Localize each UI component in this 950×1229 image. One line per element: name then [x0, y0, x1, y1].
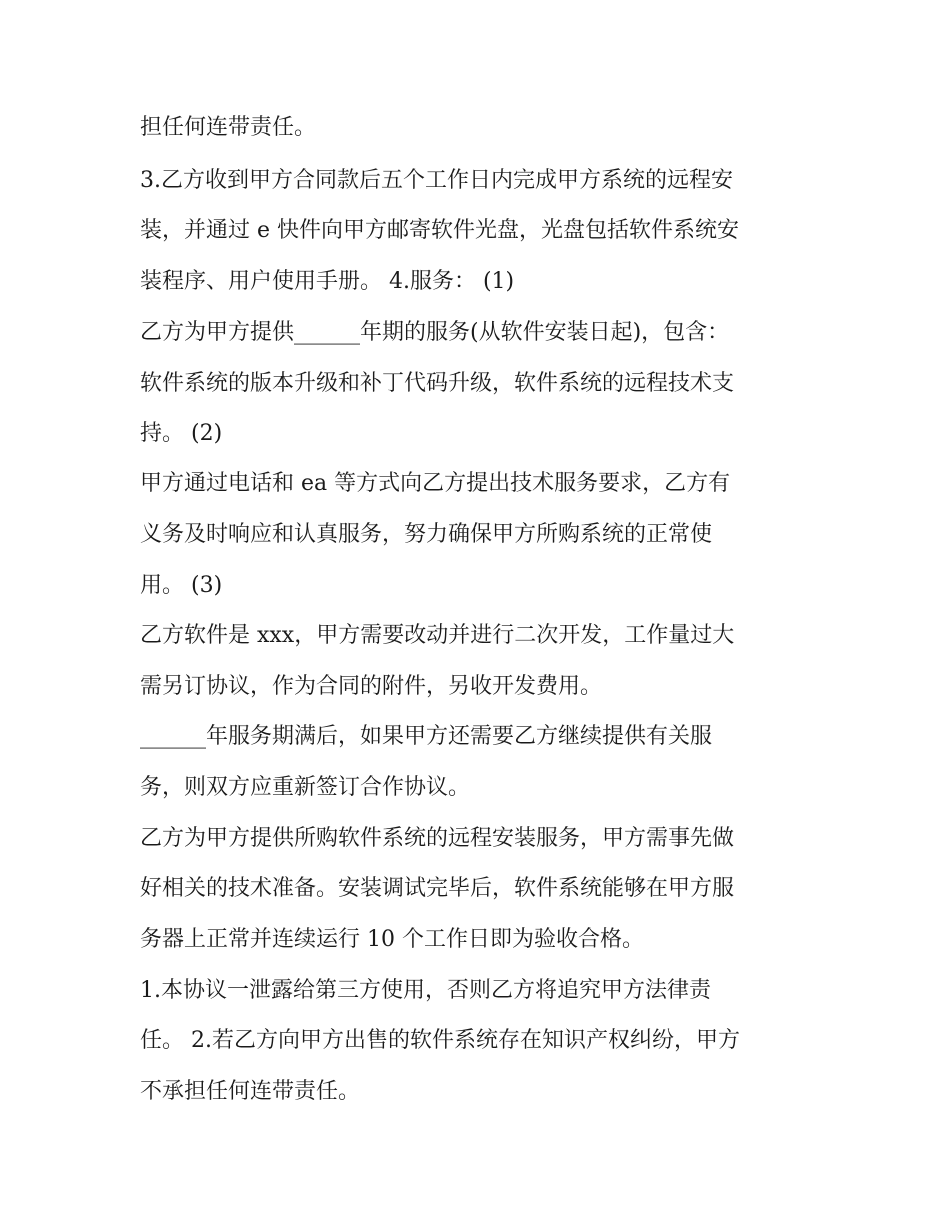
- text-line: 务器上正常并连续运行 10 个工作日即为验收合格。: [140, 927, 644, 952]
- text-line: 任。 2.若乙方向甲方出售的软件系统存在知识产权纠纷，甲方: [140, 1028, 740, 1053]
- text-line: 务，则双方应重新签订合作协议。: [140, 775, 471, 800]
- text-line: 用。 (3): [140, 573, 223, 598]
- text-line: 需另订协议，作为合同的附件，另收开发费用。: [140, 674, 603, 699]
- text-line: 软件系统的版本升级和补丁代码升级，软件系统的远程技术支: [140, 371, 735, 396]
- text-line: 担任何连带责任。: [140, 115, 317, 140]
- text-line: 义务及时响应和认真服务，努力确保甲方所购系统的正常使: [140, 522, 713, 547]
- text-line: 乙方为甲方提供所购软件系统的远程安装服务，甲方需事先做: [140, 826, 735, 851]
- text-line: 乙方为甲方提供______年期的服务(从软件安装日起)，包含：: [140, 320, 730, 345]
- text-line: 甲方通过电话和 ea 等方式向乙方提出技术服务要求，乙方有: [140, 471, 731, 496]
- text-line: 装程序、用户使用手册。 4.服务： (1): [140, 269, 515, 294]
- text-line: 不承担任何连带责任。: [140, 1079, 361, 1104]
- text-line: 持。 (2): [140, 421, 223, 446]
- text-line: 乙方软件是 xxx，甲方需要改动并进行二次开发，工作量过大: [140, 623, 735, 648]
- text-line: 好相关的技术准备。安装调试完毕后，软件系统能够在甲方服: [140, 876, 735, 901]
- text-line: 1.本协议一泄露给第三方使用，否则乙方将追究甲方法律责: [140, 978, 711, 1003]
- text-line: 3.乙方收到甲方合同款后五个工作日内完成甲方系统的远程安: [140, 168, 733, 193]
- text-line: 装，并通过 e 快件向甲方邮寄软件光盘，光盘包括软件系统安: [140, 218, 740, 243]
- text-line: ______年服务期满后，如果甲方还需要乙方继续提供有关服: [140, 724, 713, 749]
